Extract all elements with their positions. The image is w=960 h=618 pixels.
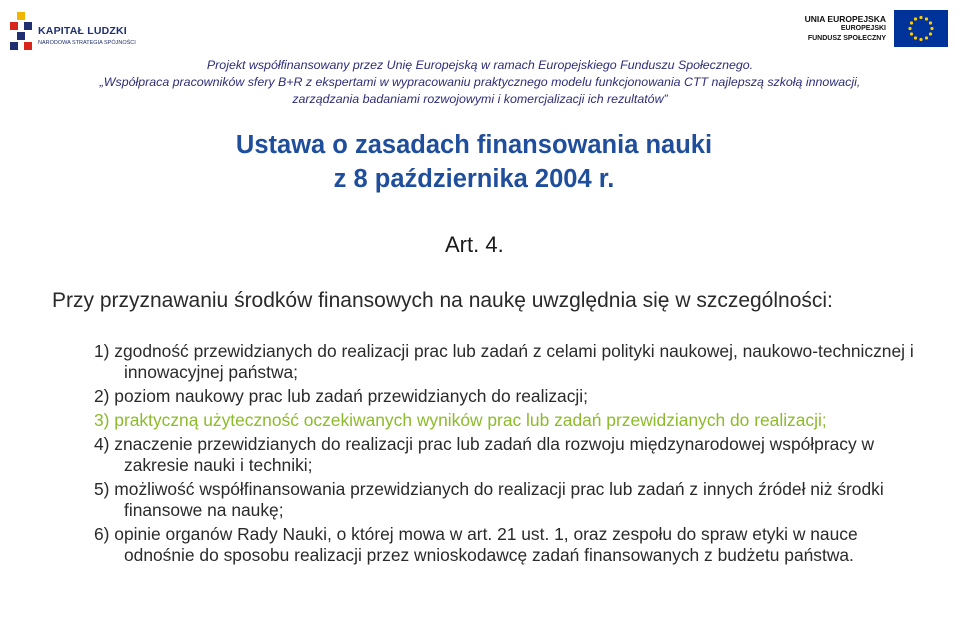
header-line-1: Projekt współfinansowany przez Unię Europejską w ramach Europejskiego Funduszu Społecznego. [206,58,754,72]
kapital-ludzki-mark-icon [8,12,34,52]
list-item: 1) zgodność przewidzianych do realizacji prac lub zadań z celami polityki naukowej, naukowo-technicznej i innowacyjnej państwa; [94,341,914,382]
eu-flag-icon [894,10,948,47]
project-header [0,57,960,108]
eu-logo-text [805,14,886,44]
eu-logo [804,10,954,50]
kapital-ludzki-subtitle: NARODOWA STRATEGIA SPÓJNOŚCI [38,40,136,46]
list-item: 2) poziom naukowy prac lub zadań przewidzianych do realizacji; [94,386,588,406]
header-line-2: „Współpraca pracowników sfery B+R z ekspertami w wypracowaniu praktycznego modelu funkcjonowania CTT najlepszą szkołą innowacji, [99,75,861,89]
slide-title-line2: z 8 października 2004 r. [333,165,615,193]
slide-title [0,128,948,196]
header-line-3: zarządzania badaniami rozwojowymi i komercjalizacji ich rezultatów” [292,92,668,106]
article-number: Art. 4. [445,232,504,257]
eu-logo-line3: FUNDUSZ SPOŁECZNY [807,35,886,42]
list-item: 5) możliwość współfinansowania przewidzianych do realizacji prac lub zadań z innych źródeł niż środki finansowe na naukę; [94,479,884,520]
kapital-ludzki-name: KAPITAŁ LUDZKI [38,25,127,37]
eu-logo-line2: EUROPEJSKI [840,25,886,32]
slide-title-line1: Ustawa o zasadach finansowania nauki [235,131,713,159]
eu-logo-line1: UNIA EUROPEJSKA [804,14,886,24]
intro-text: Przy przyznawaniu środków finansowych na naukę uwzględnia się w szczególności: [52,289,833,312]
list-item: 4) znaczenie przewidzianych do realizacji prac lub zadań dla rozwoju międzynarodowej współpracy w zakresie nauki i techniki; [94,434,875,475]
kapital-ludzki-logo [8,10,136,56]
list-item-highlighted: 3) praktyczną użyteczność oczekiwanych wyników prac lub zadań przewidzianych do realizacji; [94,410,827,430]
list-item: 6) opinie organów Rady Nauki, o której mowa w art. 21 ust. 1, oraz zespołu do spraw etyki w nauce odnośnie do sposobu realizacji przez wnioskodawcę zadań finansowanych z budżetu państwa. [94,524,858,565]
criteria-list [94,341,924,569]
